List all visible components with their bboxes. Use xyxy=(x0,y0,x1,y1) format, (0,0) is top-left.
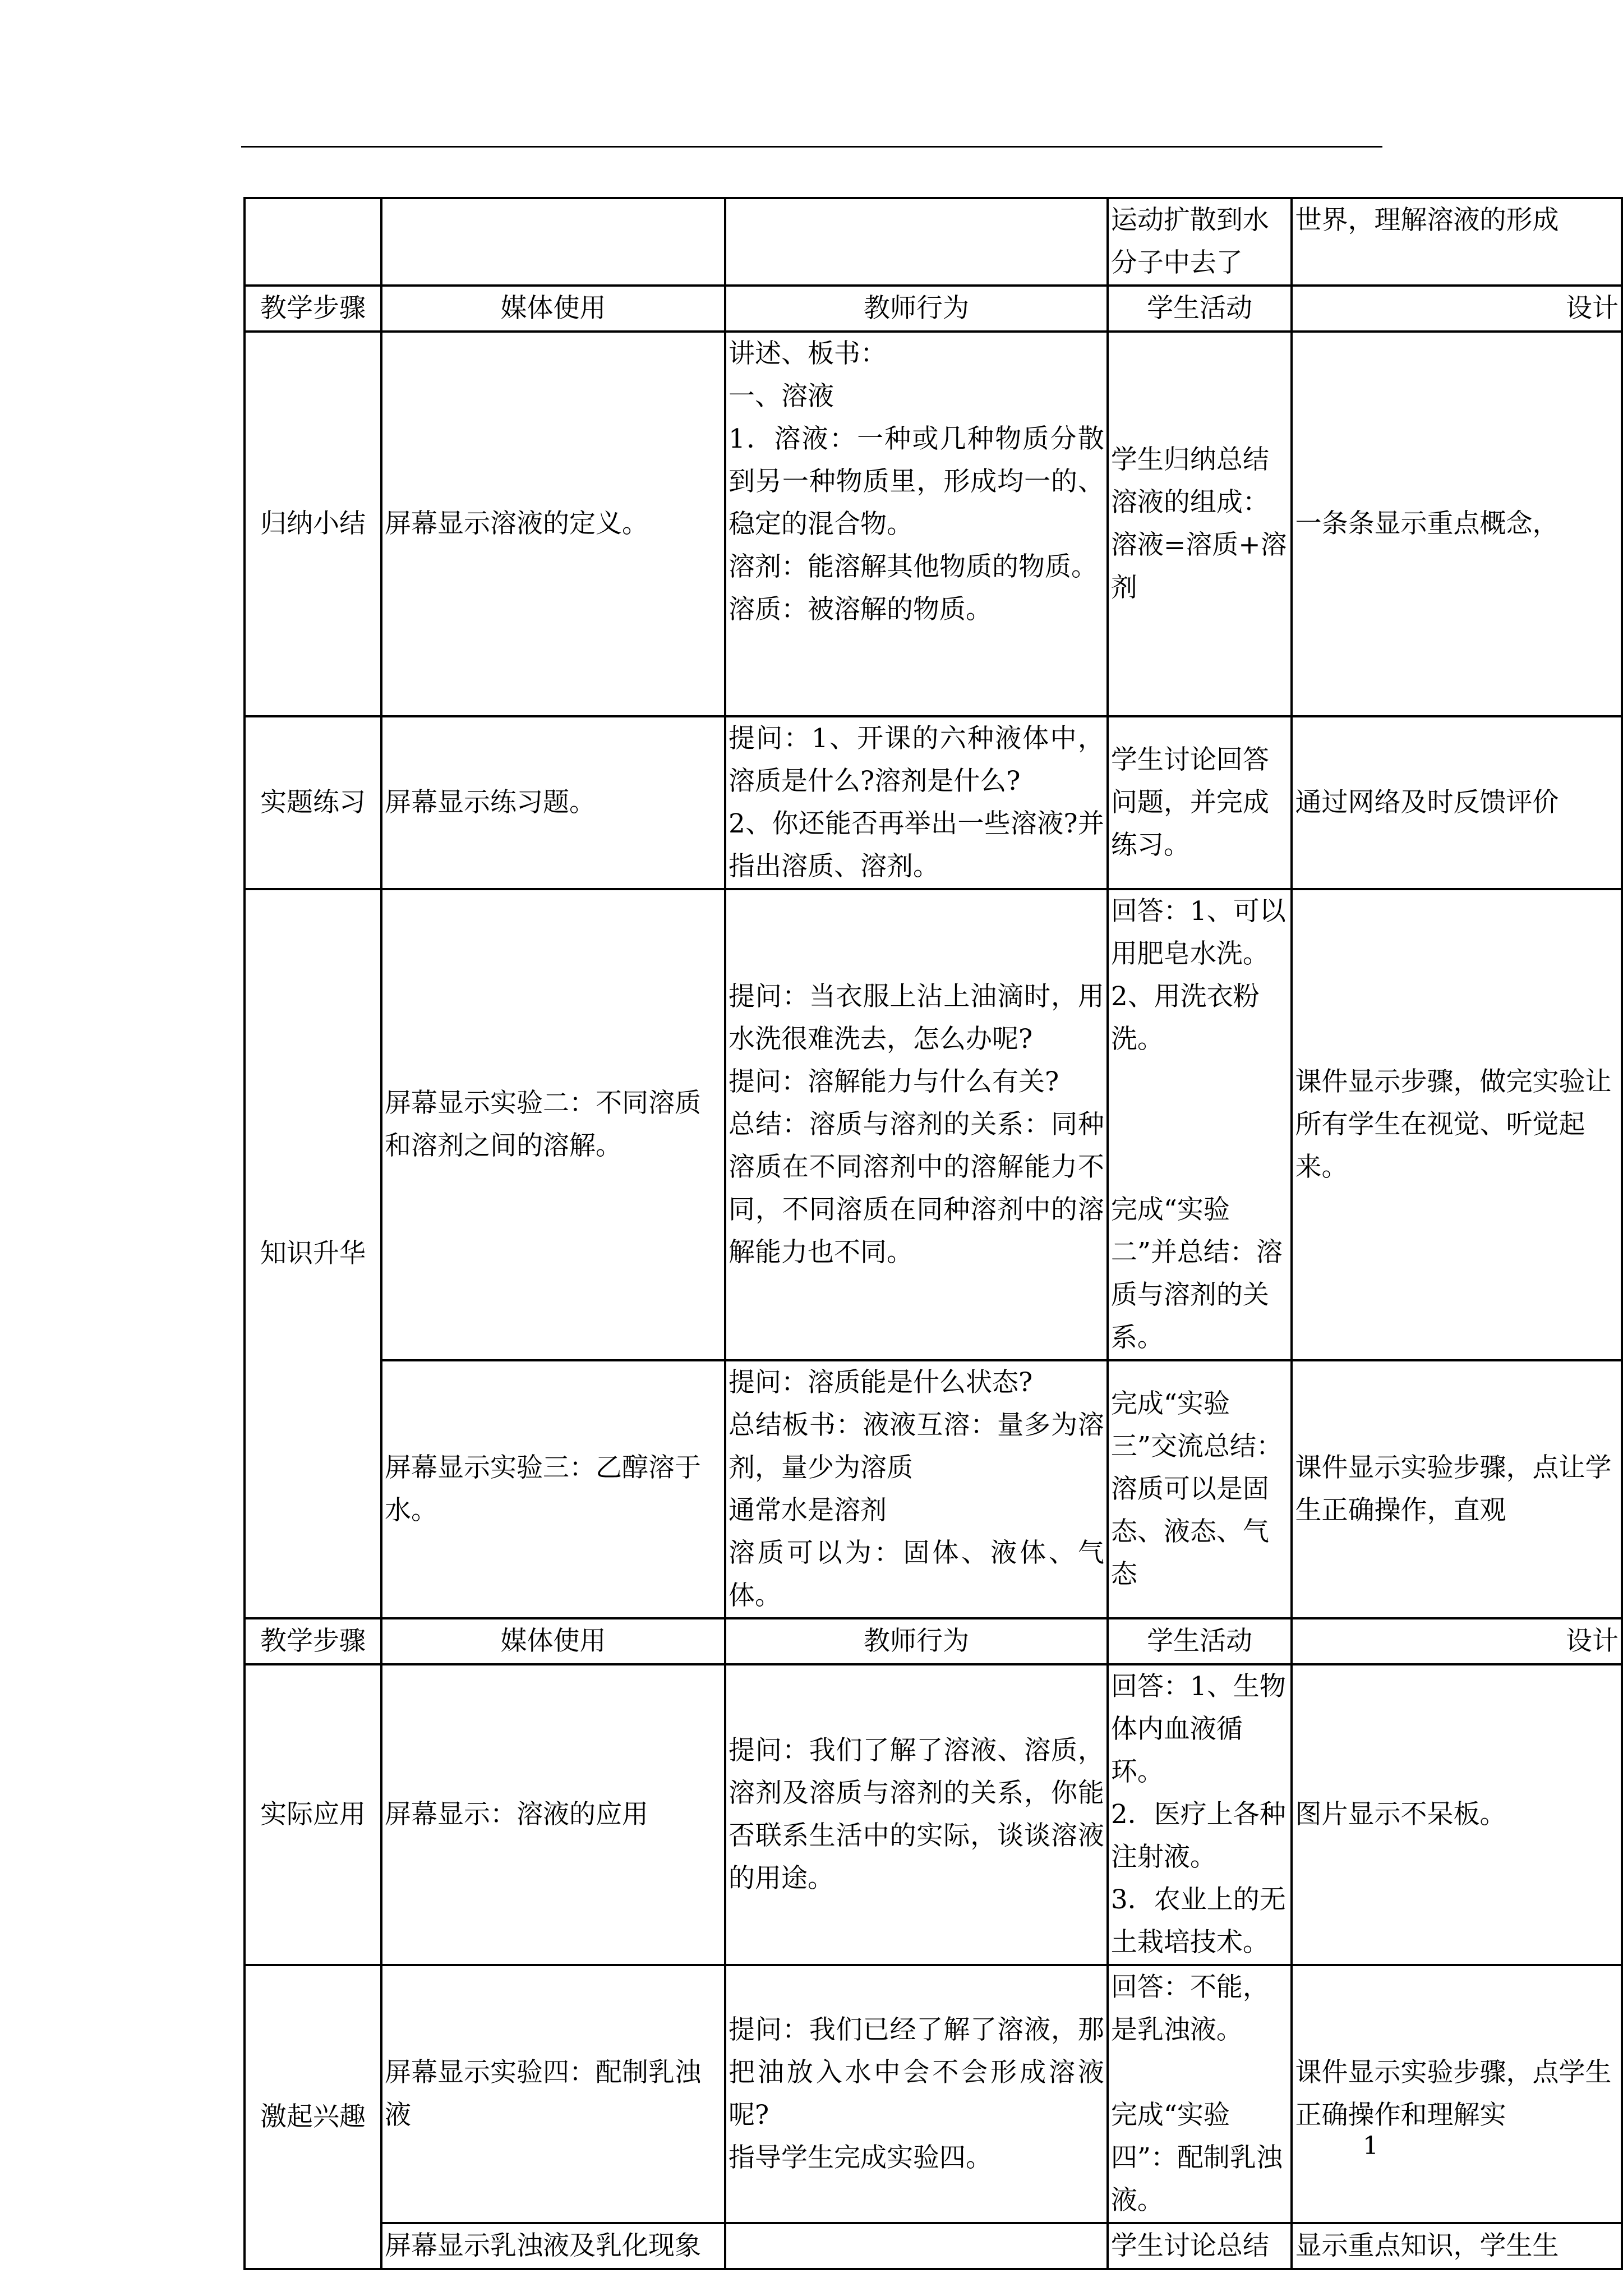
text-line: 指导学生完成实验四。 xyxy=(728,2142,993,2173)
header-design: 设计 xyxy=(1292,286,1622,332)
design-cell: 一条条显示重点概念， xyxy=(1292,332,1622,716)
student-activity-cell: 完成“实验三”交流总结：溶质可以是固态、液态、气态 xyxy=(1108,1360,1292,1618)
table-row xyxy=(245,2223,1622,2269)
teacher-cell-empty xyxy=(725,198,1108,286)
text-line: 2、你还能否再举出一些溶液?并指出溶质、溶剂。 xyxy=(728,808,1104,882)
text-line: 学生归纳总结溶液的组成： xyxy=(1110,444,1269,518)
step-cell: 激起兴趣 xyxy=(245,1965,381,2269)
text-line: 回答：1、可以用肥皂水洗。2、用洗衣粉洗。 xyxy=(1110,896,1286,1055)
text-line: 溶液=溶质+溶剂 xyxy=(1110,530,1287,603)
text-line: 讲述、板书： xyxy=(728,338,887,369)
spacer xyxy=(1111,1061,1289,1103)
table-row xyxy=(245,716,1622,889)
text-line: 溶剂：能溶解其他物质的物质。 xyxy=(728,551,1098,582)
student-activity-cell xyxy=(1108,889,1292,1360)
header-rule xyxy=(241,146,1382,148)
text-line: 溶质：被溶解的物质。 xyxy=(728,594,993,625)
media-cell: 屏幕显示练习题。 xyxy=(381,716,725,889)
header-student: 学生活动 xyxy=(1108,1618,1292,1664)
text-line: 完成“实验四”：配制乳浊液。 xyxy=(1110,2100,1283,2216)
text-line: 运动扩散到水 xyxy=(1110,205,1269,236)
table-row xyxy=(245,1360,1622,1618)
design-cell: 课件显示实验步骤，点让学生正确操作，直观 xyxy=(1292,1360,1622,1618)
header-design: 设计 xyxy=(1292,1618,1622,1664)
header-teacher: 教师行为 xyxy=(725,1618,1108,1664)
design-cell: 课件显示步骤，做完实验让所有学生在视觉、听觉起来。 xyxy=(1292,889,1622,1360)
text-line: 完成“实验二”并总结：溶质与溶剂的关系。 xyxy=(1110,1194,1283,1353)
text-line: 总结板书：液液互溶：量多为溶剂，量少为溶质 xyxy=(728,1410,1104,1483)
text-line: 回答：1、生物体内血液循环。 xyxy=(1110,1671,1286,1787)
text-line: 提问：当衣服上沾上油滴时，用水洗很难洗去，怎么办呢? xyxy=(728,981,1104,1055)
teacher-cell xyxy=(725,716,1108,889)
step-cell: 归纳小结 xyxy=(245,332,381,716)
step-cell: 实际应用 xyxy=(245,1664,381,1965)
design-cell: 世界，理解溶液的形成 xyxy=(1292,198,1622,286)
media-cell: 屏幕显示实验三：乙醇溶于水。 xyxy=(381,1360,725,1618)
teacher-cell xyxy=(725,1360,1108,1618)
media-cell: 屏幕显示乳浊液及乳化现象 xyxy=(381,2223,725,2269)
header-media: 媒体使用 xyxy=(381,286,725,332)
student-activity-cell xyxy=(1108,332,1292,716)
student-activity-cell xyxy=(1108,198,1292,286)
page-number: 1 xyxy=(1363,2132,1378,2160)
header-row xyxy=(245,286,1622,332)
text-line: 提问：溶质能是什么状态? xyxy=(728,1367,1033,1398)
table-row xyxy=(245,198,1622,286)
student-activity-cell xyxy=(1108,1965,1292,2223)
text-line: 通常水是溶剂 xyxy=(728,1495,887,1526)
media-cell: 屏幕显示：溶液的应用 xyxy=(381,1664,725,1965)
teacher-cell xyxy=(725,889,1108,1360)
text-line: 2．医疗上各种注射液。 xyxy=(1110,1799,1286,1872)
text-line: 3．农业上的无土栽培技术。 xyxy=(1110,1884,1286,1958)
text-line: 提问：1、开课的六种液体中，溶质是什么?溶剂是什么? xyxy=(728,723,1104,797)
header-media: 媒体使用 xyxy=(381,1618,725,1664)
step-cell: 知识升华 xyxy=(245,889,381,1618)
teacher-cell: 提问：我们了解了溶液、溶质，溶剂及溶质与溶剂的关系，你能否联系生活中的实际，谈谈溶液的用途。 xyxy=(725,1664,1108,1965)
spacer xyxy=(1111,1146,1289,1189)
lesson-plan-table xyxy=(243,197,1623,2270)
spacer xyxy=(1111,1103,1289,1146)
step-cell-empty xyxy=(245,198,381,286)
header-row xyxy=(245,1618,1622,1664)
table-row xyxy=(245,889,1622,1360)
step-cell: 实题练习 xyxy=(245,716,381,889)
teacher-cell xyxy=(725,332,1108,716)
table-row xyxy=(245,1965,1622,2223)
text-line: 溶质可以为：固体、液体、气体。 xyxy=(728,1538,1104,1611)
text-line: 一、溶液 xyxy=(728,381,834,412)
student-activity-cell: 学生讨论总结 xyxy=(1108,2223,1292,2269)
student-activity-cell: 学生讨论回答问题，并完成练习。 xyxy=(1108,716,1292,889)
text-line: 提问：我们已经了解了溶液，那把油放入水中会不会形成溶液呢? xyxy=(728,2014,1104,2131)
design-cell: 课件显示实验步骤，点学生正确操作和理解实 xyxy=(1292,1965,1622,2223)
text-line: 回答：不能，是乳浊液。 xyxy=(1110,1972,1269,2045)
media-cell: 屏幕显示实验四：配制乳浊液 xyxy=(381,1965,725,2223)
student-activity-cell xyxy=(1108,1664,1292,1965)
header-step: 教学步骤 xyxy=(245,1618,381,1664)
table-row xyxy=(245,1664,1622,1965)
table-row xyxy=(245,332,1622,716)
header-step: 教学步骤 xyxy=(245,286,381,332)
media-cell-empty xyxy=(381,198,725,286)
spacer xyxy=(1111,2051,1289,2094)
teacher-cell-empty xyxy=(725,2223,1108,2269)
text-line: 总结：溶质与溶剂的关系：同种溶质在不同溶剂中的溶解能力不同，不同溶质在同种溶剂中的溶解能力也不同。 xyxy=(728,1109,1104,1268)
design-cell: 图片显示不呆板。 xyxy=(1292,1664,1622,1965)
header-teacher: 教师行为 xyxy=(725,286,1108,332)
design-cell: 显示重点知识，学生生 xyxy=(1292,2223,1622,2269)
text-line: 提问：溶解能力与什么有关? xyxy=(728,1066,1059,1097)
text-line: 分子中去了 xyxy=(1110,247,1243,278)
media-cell: 屏幕显示实验二：不同溶质和溶剂之间的溶解。 xyxy=(381,889,725,1360)
text-line: 1．溶液：一种或几种物质分散到另一种物质里，形成均一的、稳定的混合物。 xyxy=(728,424,1104,540)
header-student: 学生活动 xyxy=(1108,286,1292,332)
design-cell: 通过网络及时反馈评价 xyxy=(1292,716,1622,889)
media-cell: 屏幕显示溶液的定义。 xyxy=(381,332,725,716)
teacher-cell xyxy=(725,1965,1108,2223)
